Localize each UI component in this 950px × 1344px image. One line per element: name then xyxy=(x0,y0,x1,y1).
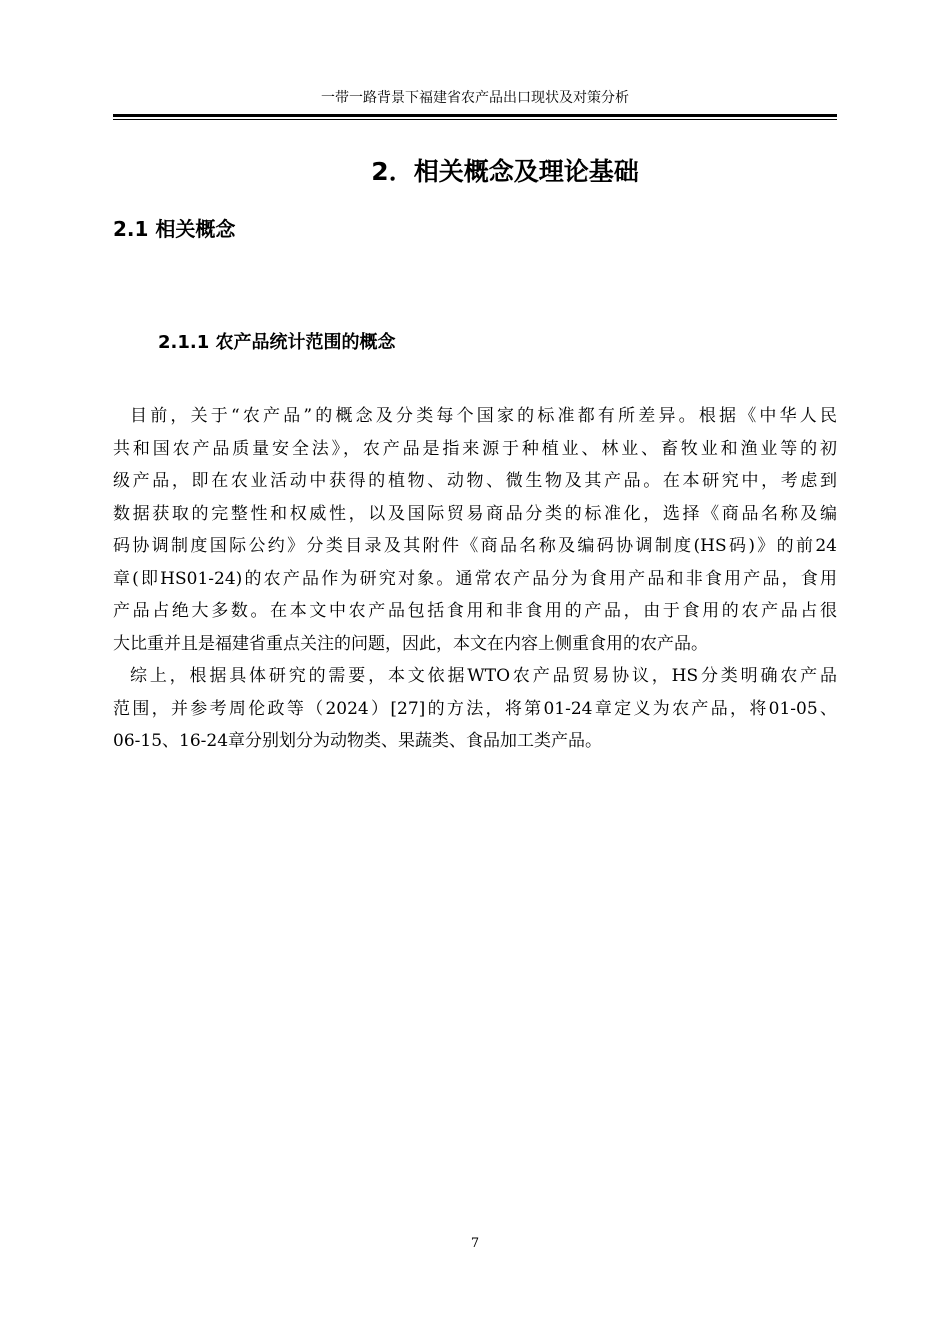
subsection-title: 2.1.1 农产品统计范围的概念 xyxy=(158,332,396,353)
running-header: 一带一路背景下福建省农产品出口现状及对策分析 xyxy=(321,90,629,106)
paragraph-line: 码协调制度国际公约》分类目录及其附件《商品名称及编码协调制度(HS码)》的前24 xyxy=(113,536,837,556)
paragraph-line: 章(即HS01-24)的农产品作为研究对象。通常农产品分为食用产品和非食用产品，食用 xyxy=(113,568,837,589)
paragraph-2 xyxy=(113,660,837,758)
paragraph-line: 产品占绝大多数。在本文中农产品包括食用和非食用的产品，由于食用的农产品占很 xyxy=(113,601,837,621)
page-number: 7 xyxy=(470,1236,480,1251)
paragraph-1 xyxy=(113,400,837,660)
paragraph-line: 范围，并参考周伦政等（2024）[27]的方法，将第01-24章定义为农产品，将01-05、 xyxy=(113,698,837,719)
paragraph-line: 大比重并且是福建省重点关注的问题，因此，本文在内容上侧重食用的农产品。 xyxy=(113,633,708,654)
paragraph-line: 数据获取的完整性和权威性，以及国际贸易商品分类的标准化，选择《商品名称及编 xyxy=(113,503,837,524)
paragraph-line: 06-15、16-24章分别划分为动物类、果蔬类、食品加工类产品。 xyxy=(113,731,603,751)
body-text xyxy=(113,400,837,758)
header-rule-thin xyxy=(113,119,837,120)
paragraph-line: 级产品，即在农业活动中获得的植物、动物、微生物及其产品。在本研究中，考虑到 xyxy=(113,471,837,491)
paragraph-line: 综上，根据具体研究的需要，本文依据WTO农产品贸易协议，HS分类明确农产品 xyxy=(130,666,837,686)
header-rule xyxy=(113,114,837,117)
section-title: 2.1 相关概念 xyxy=(113,217,236,241)
chapter-title: 2．相关概念及理论基础 xyxy=(371,157,639,186)
paragraph-line: 目前，关于“农产品”的概念及分类每个国家的标准都有所差异。根据《中华人民 xyxy=(130,406,837,426)
paragraph-line: 共和国农产品质量安全法》，农产品是指来源于种植业、林业、畜牧业和渔业等的初 xyxy=(113,438,837,459)
